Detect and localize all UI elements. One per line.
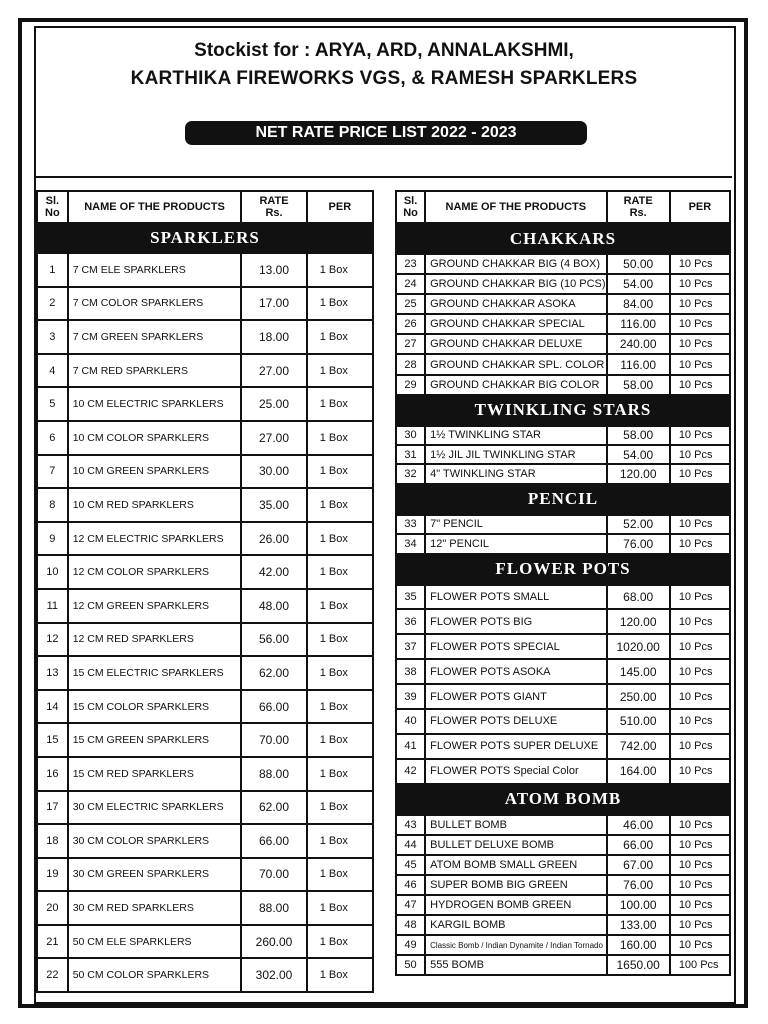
item-rate: 510.00 (607, 709, 670, 734)
item-per: 10 Pcs (670, 895, 730, 915)
item-number: 45 (396, 855, 425, 875)
item-per: 1 Box (307, 387, 373, 421)
table-row (396, 935, 730, 955)
item-number: 25 (396, 294, 425, 314)
item-number: 34 (396, 534, 425, 554)
item-number: 7 (37, 455, 68, 489)
item-rate: 46.00 (607, 815, 670, 835)
table-row (396, 314, 730, 334)
item-number: 2 (37, 287, 68, 321)
item-name: 12 CM COLOR SPARKLERS (68, 555, 242, 589)
item-per: 10 Pcs (670, 609, 730, 634)
item-per: 1 Box (307, 656, 373, 690)
item-rate: 56.00 (241, 623, 306, 657)
table-row (396, 709, 730, 734)
item-rate: 18.00 (241, 320, 306, 354)
item-rate: 26.00 (241, 522, 306, 556)
item-number: 50 (396, 955, 425, 975)
table-row (37, 623, 373, 657)
item-number: 47 (396, 895, 425, 915)
item-name: 50 CM COLOR SPARKLERS (68, 958, 242, 992)
table-row (37, 320, 373, 354)
item-number: 5 (37, 387, 68, 421)
table-row (396, 515, 730, 535)
item-rate: 50.00 (607, 254, 670, 274)
section-header: TWINKLING STARS (396, 395, 730, 426)
table-row (396, 534, 730, 554)
item-rate: 30.00 (241, 455, 306, 489)
item-number: 1 (37, 253, 68, 287)
item-name: 12 CM GREEN SPARKLERS (68, 589, 242, 623)
item-number: 39 (396, 684, 425, 709)
item-rate: 48.00 (241, 589, 306, 623)
item-name: 30 CM GREEN SPARKLERS (68, 858, 242, 892)
item-number: 12 (37, 623, 68, 657)
item-rate: 25.00 (241, 387, 306, 421)
item-number: 22 (37, 958, 68, 992)
table-row (37, 824, 373, 858)
item-rate: 62.00 (241, 791, 306, 825)
table-row (37, 858, 373, 892)
table-row (396, 334, 730, 354)
section-header: SPARKLERS (37, 223, 373, 253)
item-name: GROUND CHAKKAR BIG COLOR (425, 375, 606, 395)
item-per: 1 Box (307, 723, 373, 757)
item-name: 30 CM RED SPARKLERS (68, 891, 242, 925)
item-per: 1 Box (307, 824, 373, 858)
item-rate: 742.00 (607, 734, 670, 759)
item-name: GROUND CHAKKAR DELUXE (425, 334, 606, 354)
item-per: 1 Box (307, 421, 373, 455)
item-per: 10 Pcs (670, 426, 730, 445)
item-number: 48 (396, 915, 425, 935)
item-name: BULLET BOMB (425, 815, 606, 835)
item-name: 10 CM COLOR SPARKLERS (68, 421, 242, 455)
item-rate: 133.00 (607, 915, 670, 935)
item-per: 10 Pcs (670, 759, 730, 784)
item-name: HYDROGEN BOMB GREEN (425, 895, 606, 915)
item-number: 27 (396, 334, 425, 354)
stockist-line-2: KARTHIKA FIREWORKS VGS, & RAMESH SPARKLERS (130, 68, 638, 89)
item-rate: 250.00 (607, 684, 670, 709)
item-name: FLOWER POTS GIANT (425, 684, 606, 709)
item-number: 4 (37, 354, 68, 388)
item-rate: 54.00 (607, 274, 670, 294)
item-name: FLOWER POTS ASOKA (425, 659, 606, 684)
item-per: 10 Pcs (670, 585, 730, 610)
item-per: 1 Box (307, 690, 373, 724)
item-rate: 164.00 (607, 759, 670, 784)
col-header-rate: RATE Rs. (607, 191, 670, 223)
item-per: 1 Box (307, 455, 373, 489)
item-name: GROUND CHAKKAR BIG (4 BOX) (425, 254, 606, 274)
table-row (37, 287, 373, 321)
table-row (37, 421, 373, 455)
item-per: 10 Pcs (670, 835, 730, 855)
item-name: 30 CM COLOR SPARKLERS (68, 824, 242, 858)
item-name: GROUND CHAKKAR SPL. COLOR (425, 354, 606, 374)
item-name: 15 CM ELECTRIC SPARKLERS (68, 656, 242, 690)
item-number: 24 (396, 274, 425, 294)
stockist-line-1: Stockist for : ARYA, ARD, ANNALAKSHMI, (194, 40, 574, 61)
item-per: 1 Box (307, 623, 373, 657)
item-per: 1 Box (307, 757, 373, 791)
item-number: 43 (396, 815, 425, 835)
section-header: ATOM BOMB (396, 784, 730, 815)
table-row (37, 253, 373, 287)
item-name: 7" PENCIL (425, 515, 606, 535)
item-name: GROUND CHAKKAR BIG (10 PCS) (425, 274, 606, 294)
item-rate: 27.00 (241, 354, 306, 388)
item-name: 10 CM ELECTRIC SPARKLERS (68, 387, 242, 421)
col-header-per: PER (670, 191, 730, 223)
item-per: 1 Box (307, 320, 373, 354)
item-rate: 88.00 (241, 757, 306, 791)
item-per: 100 Pcs (670, 955, 730, 975)
item-per: 10 Pcs (670, 855, 730, 875)
table-row (396, 609, 730, 634)
item-rate: 120.00 (607, 464, 670, 483)
item-per: 1 Box (307, 958, 373, 992)
item-rate: 116.00 (607, 354, 670, 374)
item-number: 13 (37, 656, 68, 690)
price-list-title: NET RATE PRICE LIST 2022 - 2023 (185, 121, 587, 145)
item-name: 50 CM ELE SPARKLERS (68, 925, 242, 959)
table-row (396, 734, 730, 759)
item-name: GROUND CHAKKAR ASOKA (425, 294, 606, 314)
item-per: 1 Box (307, 354, 373, 388)
item-rate: 68.00 (607, 585, 670, 610)
item-name: GROUND CHAKKAR SPECIAL (425, 314, 606, 334)
item-name: FLOWER POTS Special Color (425, 759, 606, 784)
item-rate: 88.00 (241, 891, 306, 925)
chakkars-table (395, 190, 731, 976)
item-rate: 66.00 (241, 824, 306, 858)
item-per: 1 Box (307, 555, 373, 589)
table-row (37, 656, 373, 690)
item-rate: 1650.00 (607, 955, 670, 975)
item-per: 10 Pcs (670, 815, 730, 835)
item-rate: 302.00 (241, 958, 306, 992)
table-row (37, 488, 373, 522)
item-per: 10 Pcs (670, 375, 730, 395)
item-per: 10 Pcs (670, 334, 730, 354)
item-rate: 116.00 (607, 314, 670, 334)
item-rate: 76.00 (607, 534, 670, 554)
item-number: 10 (37, 555, 68, 589)
item-rate: 35.00 (241, 488, 306, 522)
item-rate: 67.00 (607, 855, 670, 875)
table-row (396, 875, 730, 895)
table-row (37, 891, 373, 925)
item-name: 12 CM ELECTRIC SPARKLERS (68, 522, 242, 556)
item-rate: 70.00 (241, 858, 306, 892)
section-header: CHAKKARS (396, 223, 730, 254)
table-row (37, 522, 373, 556)
table-row (396, 684, 730, 709)
item-number: 33 (396, 515, 425, 535)
item-rate: 66.00 (607, 835, 670, 855)
item-name: 7 CM ELE SPARKLERS (68, 253, 242, 287)
item-rate: 100.00 (607, 895, 670, 915)
item-per: 10 Pcs (670, 935, 730, 955)
item-per: 10 Pcs (670, 659, 730, 684)
item-per: 10 Pcs (670, 515, 730, 535)
item-name: 10 CM GREEN SPARKLERS (68, 455, 242, 489)
item-number: 23 (396, 254, 425, 274)
item-number: 16 (37, 757, 68, 791)
col-header-sl: Sl. No (396, 191, 425, 223)
item-number: 26 (396, 314, 425, 334)
item-rate: 145.00 (607, 659, 670, 684)
col-header-per: PER (307, 191, 373, 223)
item-name: 7 CM GREEN SPARKLERS (68, 320, 242, 354)
item-number: 37 (396, 634, 425, 659)
item-rate: 27.00 (241, 421, 306, 455)
item-number: 35 (396, 585, 425, 610)
item-name: FLOWER POTS SUPER DELUXE (425, 734, 606, 759)
item-rate: 76.00 (607, 875, 670, 895)
item-rate: 240.00 (607, 334, 670, 354)
col-header-name: NAME OF THE PRODUCTS (68, 191, 242, 223)
item-number: 36 (396, 609, 425, 634)
item-number: 20 (37, 891, 68, 925)
table-row (396, 915, 730, 935)
item-rate: 17.00 (241, 287, 306, 321)
table-row (37, 757, 373, 791)
item-rate: 58.00 (607, 426, 670, 445)
item-per: 1 Box (307, 589, 373, 623)
item-per: 1 Box (307, 791, 373, 825)
col-header-rate: RATE Rs. (241, 191, 306, 223)
item-rate: 54.00 (607, 445, 670, 464)
item-number: 15 (37, 723, 68, 757)
item-number: 42 (396, 759, 425, 784)
table-row (396, 464, 730, 483)
item-per: 1 Box (307, 287, 373, 321)
item-number: 6 (37, 421, 68, 455)
col-header-sl: Sl. No (37, 191, 68, 223)
item-number: 9 (37, 522, 68, 556)
item-per: 1 Box (307, 858, 373, 892)
item-number: 14 (37, 690, 68, 724)
item-rate: 13.00 (241, 253, 306, 287)
item-per: 1 Box (307, 253, 373, 287)
table-row (37, 589, 373, 623)
item-name: 10 CM RED SPARKLERS (68, 488, 242, 522)
table-row (396, 955, 730, 975)
item-rate: 66.00 (241, 690, 306, 724)
table-row (396, 375, 730, 395)
item-name: 15 CM GREEN SPARKLERS (68, 723, 242, 757)
item-number: 40 (396, 709, 425, 734)
item-per: 10 Pcs (670, 684, 730, 709)
section-header: FLOWER POTS (396, 554, 730, 585)
item-name: FLOWER POTS BIG (425, 609, 606, 634)
item-rate: 260.00 (241, 925, 306, 959)
table-row (396, 445, 730, 464)
table-row (396, 815, 730, 835)
table-row (396, 835, 730, 855)
item-number: 46 (396, 875, 425, 895)
table-row (396, 274, 730, 294)
item-per: 1 Box (307, 925, 373, 959)
item-per: 10 Pcs (670, 734, 730, 759)
sparklers-table (36, 190, 374, 993)
table-row (37, 455, 373, 489)
table-row (37, 354, 373, 388)
item-number: 32 (396, 464, 425, 483)
item-per: 10 Pcs (670, 915, 730, 935)
table-row (37, 925, 373, 959)
table-row (37, 690, 373, 724)
item-rate: 1020.00 (607, 634, 670, 659)
item-per: 10 Pcs (670, 314, 730, 334)
item-number: 21 (37, 925, 68, 959)
item-rate: 70.00 (241, 723, 306, 757)
table-row (396, 254, 730, 274)
item-number: 41 (396, 734, 425, 759)
item-number: 30 (396, 426, 425, 445)
table-row (37, 555, 373, 589)
table-row (37, 791, 373, 825)
item-per: 10 Pcs (670, 875, 730, 895)
item-name: 15 CM RED SPARKLERS (68, 757, 242, 791)
item-name: 30 CM ELECTRIC SPARKLERS (68, 791, 242, 825)
item-per: 10 Pcs (670, 709, 730, 734)
item-rate: 52.00 (607, 515, 670, 535)
item-number: 44 (396, 835, 425, 855)
item-per: 1 Box (307, 488, 373, 522)
item-rate: 120.00 (607, 609, 670, 634)
item-name: 555 BOMB (425, 955, 606, 975)
item-per: 10 Pcs (670, 634, 730, 659)
item-number: 31 (396, 445, 425, 464)
item-per: 10 Pcs (670, 464, 730, 483)
table-row (396, 895, 730, 915)
item-per: 10 Pcs (670, 294, 730, 314)
item-name: 7 CM RED SPARKLERS (68, 354, 242, 388)
item-number: 29 (396, 375, 425, 395)
table-row (396, 634, 730, 659)
table-row (396, 354, 730, 374)
item-per: 10 Pcs (670, 254, 730, 274)
table-row (396, 759, 730, 784)
table-row (37, 958, 373, 992)
item-per: 10 Pcs (670, 354, 730, 374)
item-number: 38 (396, 659, 425, 684)
item-number: 19 (37, 858, 68, 892)
item-rate: 42.00 (241, 555, 306, 589)
item-name: 12 CM RED SPARKLERS (68, 623, 242, 657)
item-number: 18 (37, 824, 68, 858)
item-name: Classic Bomb / Indian Dynamite / Indian Tornado (425, 935, 606, 955)
item-name: 15 CM COLOR SPARKLERS (68, 690, 242, 724)
item-name: FLOWER POTS SPECIAL (425, 634, 606, 659)
header-divider (36, 176, 732, 178)
table-row (396, 585, 730, 610)
item-number: 49 (396, 935, 425, 955)
item-name: KARGIL BOMB (425, 915, 606, 935)
item-name: FLOWER POTS SMALL (425, 585, 606, 610)
table-row (396, 294, 730, 314)
item-number: 17 (37, 791, 68, 825)
item-per: 10 Pcs (670, 274, 730, 294)
col-header-name: NAME OF THE PRODUCTS (425, 191, 606, 223)
item-name: 4" TWINKLING STAR (425, 464, 606, 483)
table-row (37, 723, 373, 757)
item-number: 28 (396, 354, 425, 374)
item-name: 7 CM COLOR SPARKLERS (68, 287, 242, 321)
item-name: BULLET DELUXE BOMB (425, 835, 606, 855)
item-number: 3 (37, 320, 68, 354)
item-rate: 58.00 (607, 375, 670, 395)
item-name: 1½ TWINKLING STAR (425, 426, 606, 445)
table-row (396, 659, 730, 684)
item-per: 1 Box (307, 891, 373, 925)
item-rate: 62.00 (241, 656, 306, 690)
item-per: 10 Pcs (670, 534, 730, 554)
table-row (37, 387, 373, 421)
section-header: PENCIL (396, 484, 730, 515)
item-name: ATOM BOMB SMALL GREEN (425, 855, 606, 875)
item-number: 8 (37, 488, 68, 522)
item-rate: 84.00 (607, 294, 670, 314)
item-rate: 160.00 (607, 935, 670, 955)
item-name: 12" PENCIL (425, 534, 606, 554)
item-number: 11 (37, 589, 68, 623)
table-row (396, 426, 730, 445)
item-per: 1 Box (307, 522, 373, 556)
item-name: FLOWER POTS DELUXE (425, 709, 606, 734)
item-per: 10 Pcs (670, 445, 730, 464)
table-row (396, 855, 730, 875)
item-name: SUPER BOMB BIG GREEN (425, 875, 606, 895)
item-name: 1½ JIL JIL TWINKLING STAR (425, 445, 606, 464)
